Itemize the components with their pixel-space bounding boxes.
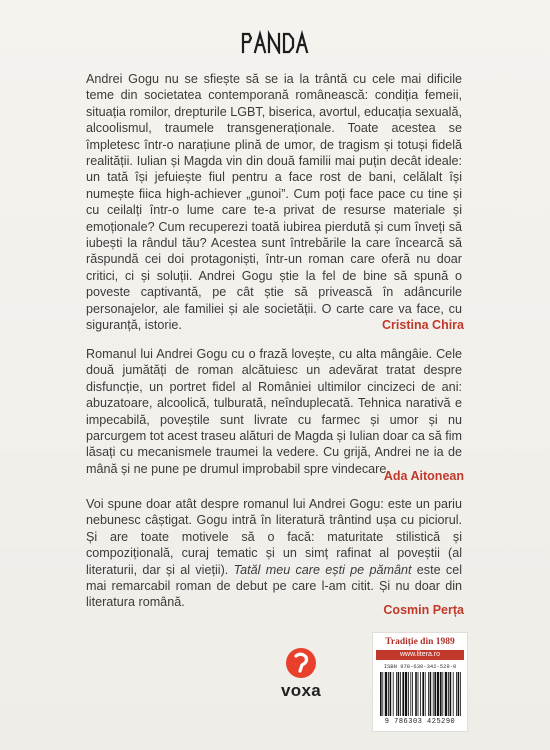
imprint-name: voxa: [281, 681, 321, 700]
imprint-mark-icon: [286, 648, 316, 678]
review-text-3-part2: este cel mai remarcabil roman de debut pe care l-am citit. Și nu doar din literatura română.: [86, 562, 462, 610]
review-author-2: Ada Aitonean: [383, 469, 464, 483]
review-text-2: Romanul lui Andrei Gogu cu o frază lovește, cu alta mângâie. Cele două jumătăți de roman alcătuiesc un adevărat tratat despre disfuncție, un portret fidel al României ultimilor cincizeci de ani: abuzatoare, alcoolică, tulburată, neîndupleсată. Tehnica narativă e impecabilă, poveștile sunt livrate cu farmec și umor și nu parcurgem tot acest traseu alături de Magda și Iulian doar ca să fim lăsați cu mecanismele traumei la vedere. Cu grijă, Andrei ne ia de mână și ne pune pe drumul improbabil spre vindecare.: [86, 347, 462, 476]
publisher-logo: [239, 30, 311, 54]
review-text-3-part1: Voi spune doar atât despre romanul lui Andrei Gogu: este un pariu nebunesc câștigat. Gogu intră în literatură trântind ușa cu piciorul. Și are toate motivele să o facă: maturitate stilistică și compozițională, curaj tematic și un simț rafinat al poveștii (al literaturii, dar și al vieții).: [86, 497, 462, 577]
review-author-1: Cristina Chira: [382, 318, 464, 332]
review-text-3: [86, 496, 462, 611]
review-author-3: Cosmin Perța: [383, 603, 464, 617]
imprint-logo: [276, 648, 326, 718]
isbn-label: ISBN 978-630-342-529-0: [383, 663, 457, 670]
tradition-label: Tradiție din 1989: [385, 637, 455, 647]
barcode: [379, 672, 461, 716]
review-text-1: Andrei Gogu nu se sfiește să se ia la trântă cu cele mai dificile teme din societatea contemporană românească: condiția femeii, situația romilor, drepturile LGBT, biserica, avortul, educația sexuală, alcoolismul, traumele transgeneraționale. Toate acestea se împletesc într-o narațiune plină de umor, de tragism și totuși fidelă realității. Iulian și Magda vin din două familii mai puțin decât ideale: un tată își jefuiește fiul pentru a face rost de bani, celălalt își numește fiica high-achiever „gunoi”. Cum poți face pace cu tine și cu ceilalți într-o lume care te-a privat de resurse materiale și emoționale? Cum recuperezi toată iubirea pierdută și cum înveți să iubești la rândul tău? Acestea sunt întrebările la care încearcă să răspundă cei doi protagoniști, într-un roman care oferă nu doar critici, ci și soluții. Andrei Gogu știe la fel de bine să spună o poveste captivantă, pe cât știe să privească în adâncurile personajelor, ale familiei și ale societății. O carte care va face, cu siguranță, istorie.: [86, 72, 462, 333]
website-label: www.litera.ro: [376, 650, 464, 660]
book-title-italic: Tatăl meu care ești pe pământ: [233, 562, 412, 577]
barcode-panel: [372, 632, 468, 732]
barcode-digits: 9 786303 425290: [384, 718, 456, 726]
